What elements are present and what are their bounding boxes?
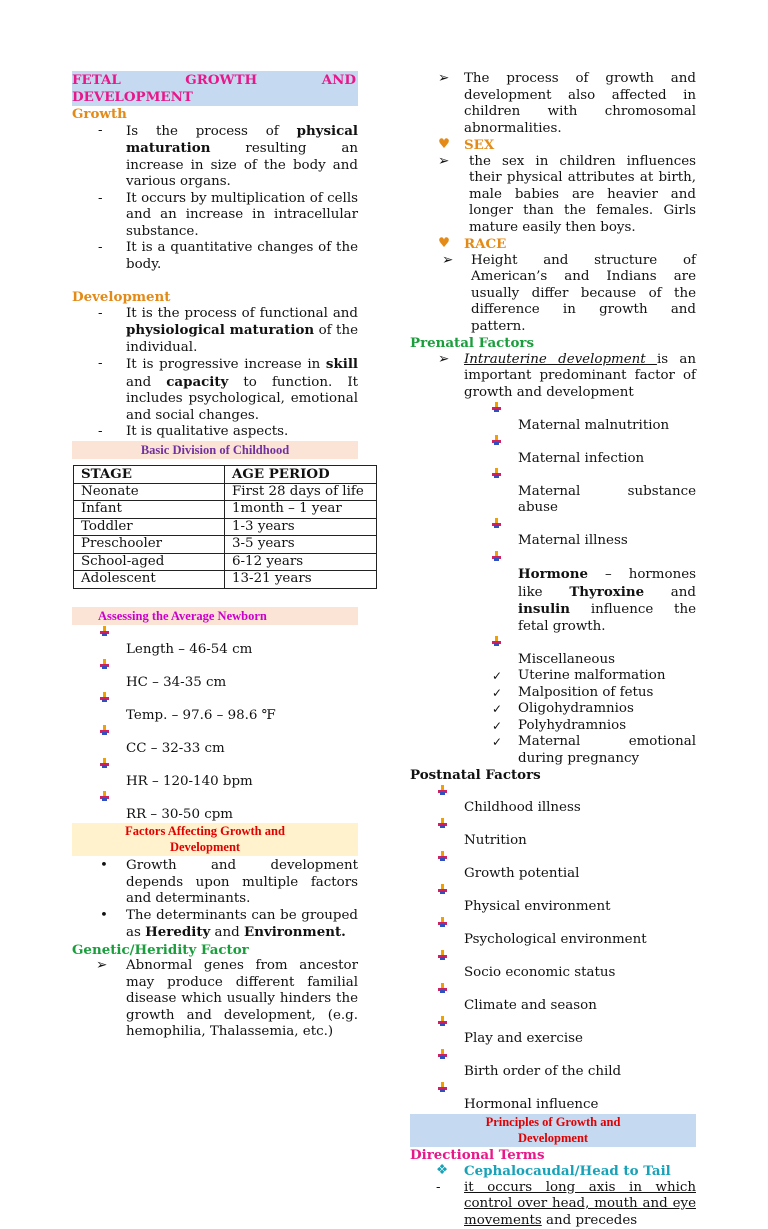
- list-text: Abnormal genes from ancestor may produce different familial disease which usually hinders the growth and development, (e.g. hemophilia, Thalassemia, etc.): [126, 958, 358, 1041]
- table-row: [74, 518, 377, 536]
- table-cell: School-aged: [74, 553, 225, 571]
- list-item: [72, 424, 358, 441]
- list-item: [410, 467, 696, 517]
- pointing-hand-icon: [438, 982, 447, 993]
- list-text: Maternal infection: [518, 451, 696, 468]
- list-text: It is the process of functional and: [126, 306, 358, 321]
- bullet-icon: •: [100, 908, 108, 925]
- list-item: [410, 949, 696, 982]
- pointing-hand-icon: [100, 658, 109, 669]
- directional-heading: Directional Terms: [410, 1147, 696, 1164]
- table-cell: First 28 days of life: [225, 483, 377, 501]
- list-text-underlined: it occurs long axis in which control over head, mouth and eye movements: [464, 1180, 696, 1228]
- right-column: [410, 71, 696, 1229]
- intrauterine-link-text: Intrauterine development: [464, 352, 657, 367]
- list-text: HR – 120-140 bpm: [126, 774, 358, 791]
- list-text-bold: Hormone: [518, 566, 588, 582]
- list-text: of the individual.: [126, 323, 358, 355]
- list-text: HC – 34-35 cm: [126, 675, 358, 692]
- list-item: [410, 635, 696, 668]
- list-text: Miscellaneous: [518, 652, 696, 669]
- list-text: Maternal substance abuse: [518, 484, 696, 517]
- list-item: [410, 352, 696, 402]
- list-text-bold: Thyroxine: [569, 584, 644, 600]
- table-cell: Preschooler: [74, 536, 225, 554]
- dash-icon: -: [98, 191, 103, 208]
- pointing-hand-icon: [100, 691, 109, 702]
- list-item: [410, 668, 696, 685]
- pointing-hand-icon: [438, 850, 447, 861]
- pointing-hand-icon: [492, 401, 501, 412]
- list-item: [72, 658, 358, 691]
- list-text: Birth order of the child: [464, 1064, 696, 1081]
- table-header-row: [74, 466, 377, 484]
- list-item: [72, 908, 358, 942]
- list-item: [410, 517, 696, 550]
- list-item: [72, 240, 358, 273]
- pointing-hand-icon: [492, 550, 501, 561]
- list-text: and: [644, 585, 696, 600]
- list-text: It is qualitative aspects.: [126, 424, 358, 441]
- pointing-hand-icon: [492, 434, 501, 445]
- list-text: Childhood illness: [464, 800, 696, 817]
- list-item: [410, 154, 696, 237]
- table-cell: Adolescent: [74, 571, 225, 589]
- list-text: The determinants can be grouped as: [126, 908, 358, 941]
- dash-icon: -: [98, 356, 103, 373]
- list-text: the sex in children influences their physical attributes at birth, male babies are heavier and longer than the females. Girls mature easily then boys.: [469, 154, 696, 237]
- list-item: [410, 434, 696, 467]
- list-text: Uterine malformation: [518, 668, 696, 685]
- list-text: Malposition of fetus: [518, 685, 696, 702]
- list-text: – hormones like: [518, 567, 696, 600]
- list-item: [72, 858, 358, 908]
- arrow-icon: ➢: [96, 958, 107, 975]
- list-text: Growth and development depends upon multiple factors and determinants.: [126, 858, 358, 908]
- arrow-icon: ➢: [442, 253, 453, 270]
- list-text-bold: Environment.: [244, 924, 346, 940]
- list-item: [410, 916, 696, 949]
- heart-icon: ♥: [438, 236, 450, 253]
- column-header-age: AGE PERIOD: [225, 466, 377, 484]
- list-text: Hormonal influence: [464, 1097, 696, 1114]
- list-item: [410, 817, 696, 850]
- document-title: [72, 71, 358, 106]
- list-text: RR – 30-50 cpm: [126, 807, 358, 824]
- cephalocaudal-heading: Cephalocaudal/Head to Tail: [464, 1163, 696, 1180]
- table-cell: Neonate: [74, 483, 225, 501]
- list-text: and: [210, 925, 244, 940]
- check-icon: ✓: [492, 685, 502, 702]
- list-item: [410, 982, 696, 1015]
- newborn-heading: Assessing the Average Newborn: [72, 607, 358, 626]
- list-text: It occurs by multiplication of cells and an increase in intracellular substance.: [126, 191, 358, 241]
- list-item: [72, 191, 358, 241]
- check-icon: ✓: [492, 668, 502, 685]
- diamond-icon: ❖: [436, 1163, 448, 1180]
- list-item: [72, 958, 358, 1041]
- list-text: Length – 46-54 cm: [126, 642, 358, 659]
- list-text: Oligohydramnios: [518, 701, 696, 718]
- check-icon: ✓: [492, 734, 502, 751]
- table-cell: 3-5 years: [225, 536, 377, 554]
- pointing-hand-icon: [492, 467, 501, 478]
- list-item: [72, 790, 358, 823]
- list-text: Is the process of: [126, 124, 297, 139]
- arrow-icon: ➢: [438, 71, 449, 88]
- list-text: resulting an increase in size of the body and various organs.: [126, 141, 358, 189]
- arrow-icon: ➢: [438, 352, 449, 369]
- table-cell: 1month – 1 year: [225, 501, 377, 519]
- list-item: [72, 356, 358, 424]
- list-text: Psychological environment: [464, 932, 696, 949]
- list-text: is an important predominant factor of growth and development: [464, 352, 696, 400]
- list-text: Height and structure of American’s and Indians are usually differ because of the difference in growth and pattern.: [471, 253, 696, 336]
- check-icon: ✓: [492, 718, 502, 735]
- race-heading-row: [410, 236, 696, 253]
- arrow-icon: ➢: [438, 154, 449, 171]
- dash-icon: -: [98, 306, 103, 323]
- dash-icon: -: [98, 123, 103, 140]
- list-item: [72, 757, 358, 790]
- table-cell: 6-12 years: [225, 553, 377, 571]
- newborn-list: [72, 625, 358, 823]
- pointing-hand-icon: [438, 1081, 447, 1092]
- heart-icon: ♥: [438, 137, 450, 154]
- list-item: [410, 1081, 696, 1114]
- growth-heading: Growth: [72, 106, 358, 123]
- list-text: and: [126, 375, 166, 390]
- pointing-hand-icon: [100, 757, 109, 768]
- list-text: Polyhydramnios: [518, 718, 696, 735]
- list-item: [410, 734, 696, 767]
- list-text: Maternal illness: [518, 533, 696, 550]
- list-text: The process of growth and development also affected in children with chromosomal abnormalities.: [464, 71, 696, 137]
- pointing-hand-icon: [100, 790, 109, 801]
- sex-heading-row: [410, 137, 696, 154]
- sex-heading: SEX: [464, 137, 696, 154]
- table-row: [74, 571, 377, 589]
- pointing-hand-icon: [100, 724, 109, 735]
- table-cell: 13-21 years: [225, 571, 377, 589]
- pointing-hand-icon: [100, 625, 109, 636]
- list-text: Temp. – 97.6 – 98.6 ℉: [126, 708, 358, 725]
- table-row: [74, 483, 377, 501]
- list-item: [410, 253, 696, 336]
- cephalocaudal-heading-row: [410, 1163, 696, 1180]
- list-item: [72, 306, 358, 357]
- list-item: [72, 625, 358, 658]
- list-item: [72, 123, 358, 191]
- list-item: [410, 850, 696, 883]
- factors-heading: Factors Affecting Growth and Development: [72, 823, 358, 856]
- pointing-hand-icon: [438, 1048, 447, 1059]
- table-row: [74, 553, 377, 571]
- principles-heading: Principles of Growth and Development: [410, 1114, 696, 1147]
- list-item: [410, 71, 696, 137]
- pointing-hand-icon: [438, 949, 447, 960]
- list-text-bold: physiological maturation: [126, 322, 314, 338]
- list-text: to function. It includes psychological, emotional and social changes.: [126, 375, 358, 423]
- list-item: [410, 701, 696, 718]
- table-row: [74, 536, 377, 554]
- dash-icon: -: [98, 240, 103, 257]
- list-item: [410, 685, 696, 702]
- pointing-hand-icon: [438, 817, 447, 828]
- list-item: [410, 1048, 696, 1081]
- list-item: [410, 1180, 696, 1229]
- list-text-bold: physical maturation: [126, 123, 358, 157]
- column-header-stage: STAGE: [74, 466, 225, 484]
- bullet-icon: •: [100, 858, 108, 875]
- document-title-text: FETAL GROWTH AND DEVELOPMENT: [72, 72, 356, 105]
- list-text: It is progressive increase in: [126, 357, 326, 372]
- list-text: Nutrition: [464, 833, 696, 850]
- dash-icon: -: [98, 424, 103, 441]
- list-item: [410, 883, 696, 916]
- list-item: [410, 401, 696, 434]
- list-item: [410, 1015, 696, 1048]
- list-item: [410, 550, 696, 636]
- list-text: and precedes: [542, 1213, 637, 1228]
- list-text-bold: skill: [326, 356, 358, 372]
- pointing-hand-icon: [492, 635, 501, 646]
- pointing-hand-icon: [438, 916, 447, 927]
- table-cell: Toddler: [74, 518, 225, 536]
- list-text: Maternal emotional during pregnancy: [518, 734, 696, 767]
- list-text: Growth potential: [464, 866, 696, 883]
- postnatal-heading: Postnatal Factors: [410, 767, 696, 784]
- list-text: Play and exercise: [464, 1031, 696, 1048]
- table-cell: 1-3 years: [225, 518, 377, 536]
- table-row: [74, 501, 377, 519]
- development-heading: Development: [72, 289, 358, 306]
- list-text: Climate and season: [464, 998, 696, 1015]
- table-cell: Infant: [74, 501, 225, 519]
- prenatal-heading: Prenatal Factors: [410, 335, 696, 352]
- list-text-bold: insulin: [518, 601, 570, 617]
- race-heading: RACE: [464, 236, 696, 253]
- pointing-hand-icon: [438, 883, 447, 894]
- list-item: [410, 784, 696, 817]
- list-text: Physical environment: [464, 899, 696, 916]
- list-item: [410, 718, 696, 735]
- genetic-heading: Genetic/Heridity Factor: [72, 942, 358, 959]
- list-text-bold: Heredity: [145, 924, 210, 940]
- childhood-heading: Basic Division of Childhood: [72, 441, 358, 460]
- pointing-hand-icon: [438, 784, 447, 795]
- childhood-table: [73, 465, 377, 589]
- dash-icon: -: [436, 1180, 441, 1197]
- list-item: [72, 691, 358, 724]
- pointing-hand-icon: [492, 517, 501, 528]
- list-item: [72, 724, 358, 757]
- list-text-bold: capacity: [166, 374, 228, 390]
- list-text: CC – 32-33 cm: [126, 741, 358, 758]
- list-text: influence the fetal growth.: [518, 602, 696, 634]
- list-text: It is a quantitative changes of the body.: [126, 240, 358, 273]
- list-text: Socio economic status: [464, 965, 696, 982]
- left-column: [72, 71, 358, 1041]
- list-text: Maternal malnutrition: [518, 418, 696, 435]
- check-icon: ✓: [492, 701, 502, 718]
